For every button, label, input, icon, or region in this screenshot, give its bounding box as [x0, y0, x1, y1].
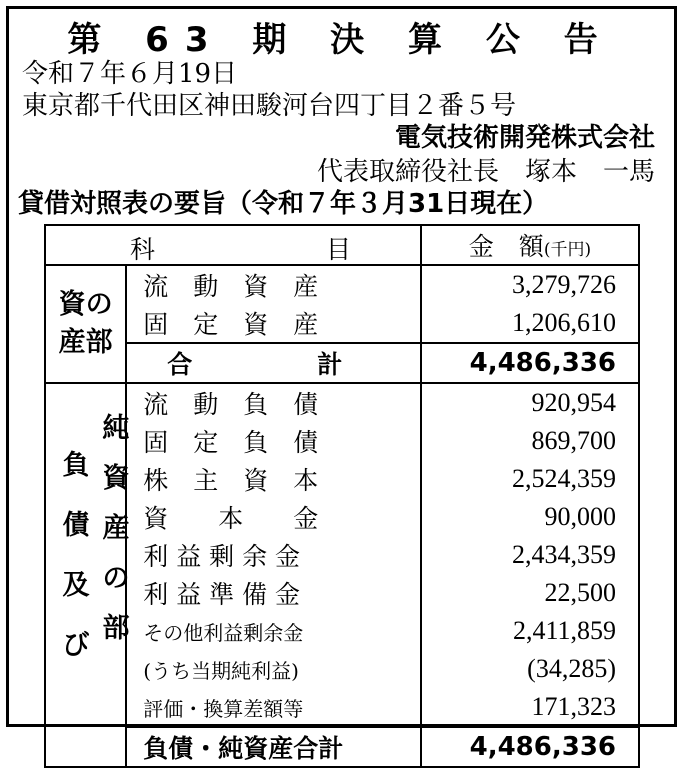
- table-row: [45, 265, 639, 304]
- amount-header: [421, 225, 639, 265]
- table-row: [45, 498, 639, 536]
- representative-name: 代表取締役社長 塚本 一馬: [316, 157, 655, 187]
- liab-total-label: 負債・純資産合計: [126, 727, 421, 767]
- balance-sheet-table: [44, 224, 640, 768]
- assets-section-line2: 産部: [58, 327, 113, 358]
- liab-total-amount: 4,486,336: [421, 727, 639, 767]
- row-amount: 3,279,726: [421, 265, 639, 304]
- row-label: 固 定 負 債: [126, 422, 421, 460]
- row-label: その他利益剰余金: [126, 612, 421, 650]
- row-label: 評価・換算差額等: [126, 688, 421, 727]
- row-amount: 2,411,859: [421, 612, 639, 650]
- row-amount: 171,323: [421, 688, 639, 727]
- subject-header-right: 目: [326, 235, 352, 264]
- assets-total-amount: 4,486,336: [421, 343, 639, 383]
- liabilities-section-label: [45, 383, 130, 767]
- row-label: 流 動 資 産: [126, 265, 421, 304]
- liab-section-col2: 純資産の部: [102, 413, 130, 644]
- row-amount: 920,954: [421, 383, 639, 422]
- table-row: [45, 688, 639, 727]
- row-amount: (34,285): [421, 650, 639, 688]
- row-label: 株 主 資 本: [126, 460, 421, 498]
- notice-title: 第 63 期 決 算 公 告: [67, 20, 614, 60]
- amount-header-label: 金 額: [468, 232, 544, 261]
- row-amount: 869,700: [421, 422, 639, 460]
- table-row: [45, 304, 639, 343]
- table-row: [45, 536, 639, 574]
- subject-header: [45, 225, 421, 265]
- table-row: [45, 383, 639, 422]
- table-row: [45, 574, 639, 612]
- row-amount: 2,524,359: [421, 460, 639, 498]
- table-row-total: [45, 727, 639, 767]
- notice-date: 令和７年６月19日: [22, 59, 238, 89]
- row-label: 固 定 資 産: [126, 304, 421, 343]
- table-row-total: [45, 343, 639, 383]
- table-header-row: [45, 225, 639, 265]
- row-amount: 22,500: [421, 574, 639, 612]
- amount-unit: (千円): [543, 240, 592, 260]
- assets-section-line1: 資の: [58, 289, 113, 320]
- row-amount: 2,434,359: [421, 536, 639, 574]
- row-label: (うち当期純利益): [126, 650, 421, 688]
- row-amount: 90,000: [421, 498, 639, 536]
- table-row: [45, 422, 639, 460]
- table-row: [45, 460, 639, 498]
- table-row: [45, 612, 639, 650]
- assets-section-label: [45, 265, 126, 383]
- company-address: 東京都千代田区神田駿河台四丁目２番５号: [22, 91, 517, 121]
- summary-title: 貸借対照表の要旨（令和７年３月31日現在）: [18, 189, 549, 219]
- table-row: [45, 650, 639, 688]
- row-label: 流 動 負 債: [126, 383, 421, 422]
- row-label: 利 益 準 備 金: [126, 574, 421, 612]
- company-name: 電気技術開発株式会社: [394, 123, 655, 153]
- assets-total-label: 合 計: [126, 343, 421, 383]
- row-amount: 1,206,610: [421, 304, 639, 343]
- row-label: 資 本 金: [126, 498, 421, 536]
- liab-section-col1: 負債及び: [62, 450, 90, 661]
- row-label: 利 益 剰 余 金: [126, 536, 421, 574]
- subject-header-left: 科: [130, 235, 156, 264]
